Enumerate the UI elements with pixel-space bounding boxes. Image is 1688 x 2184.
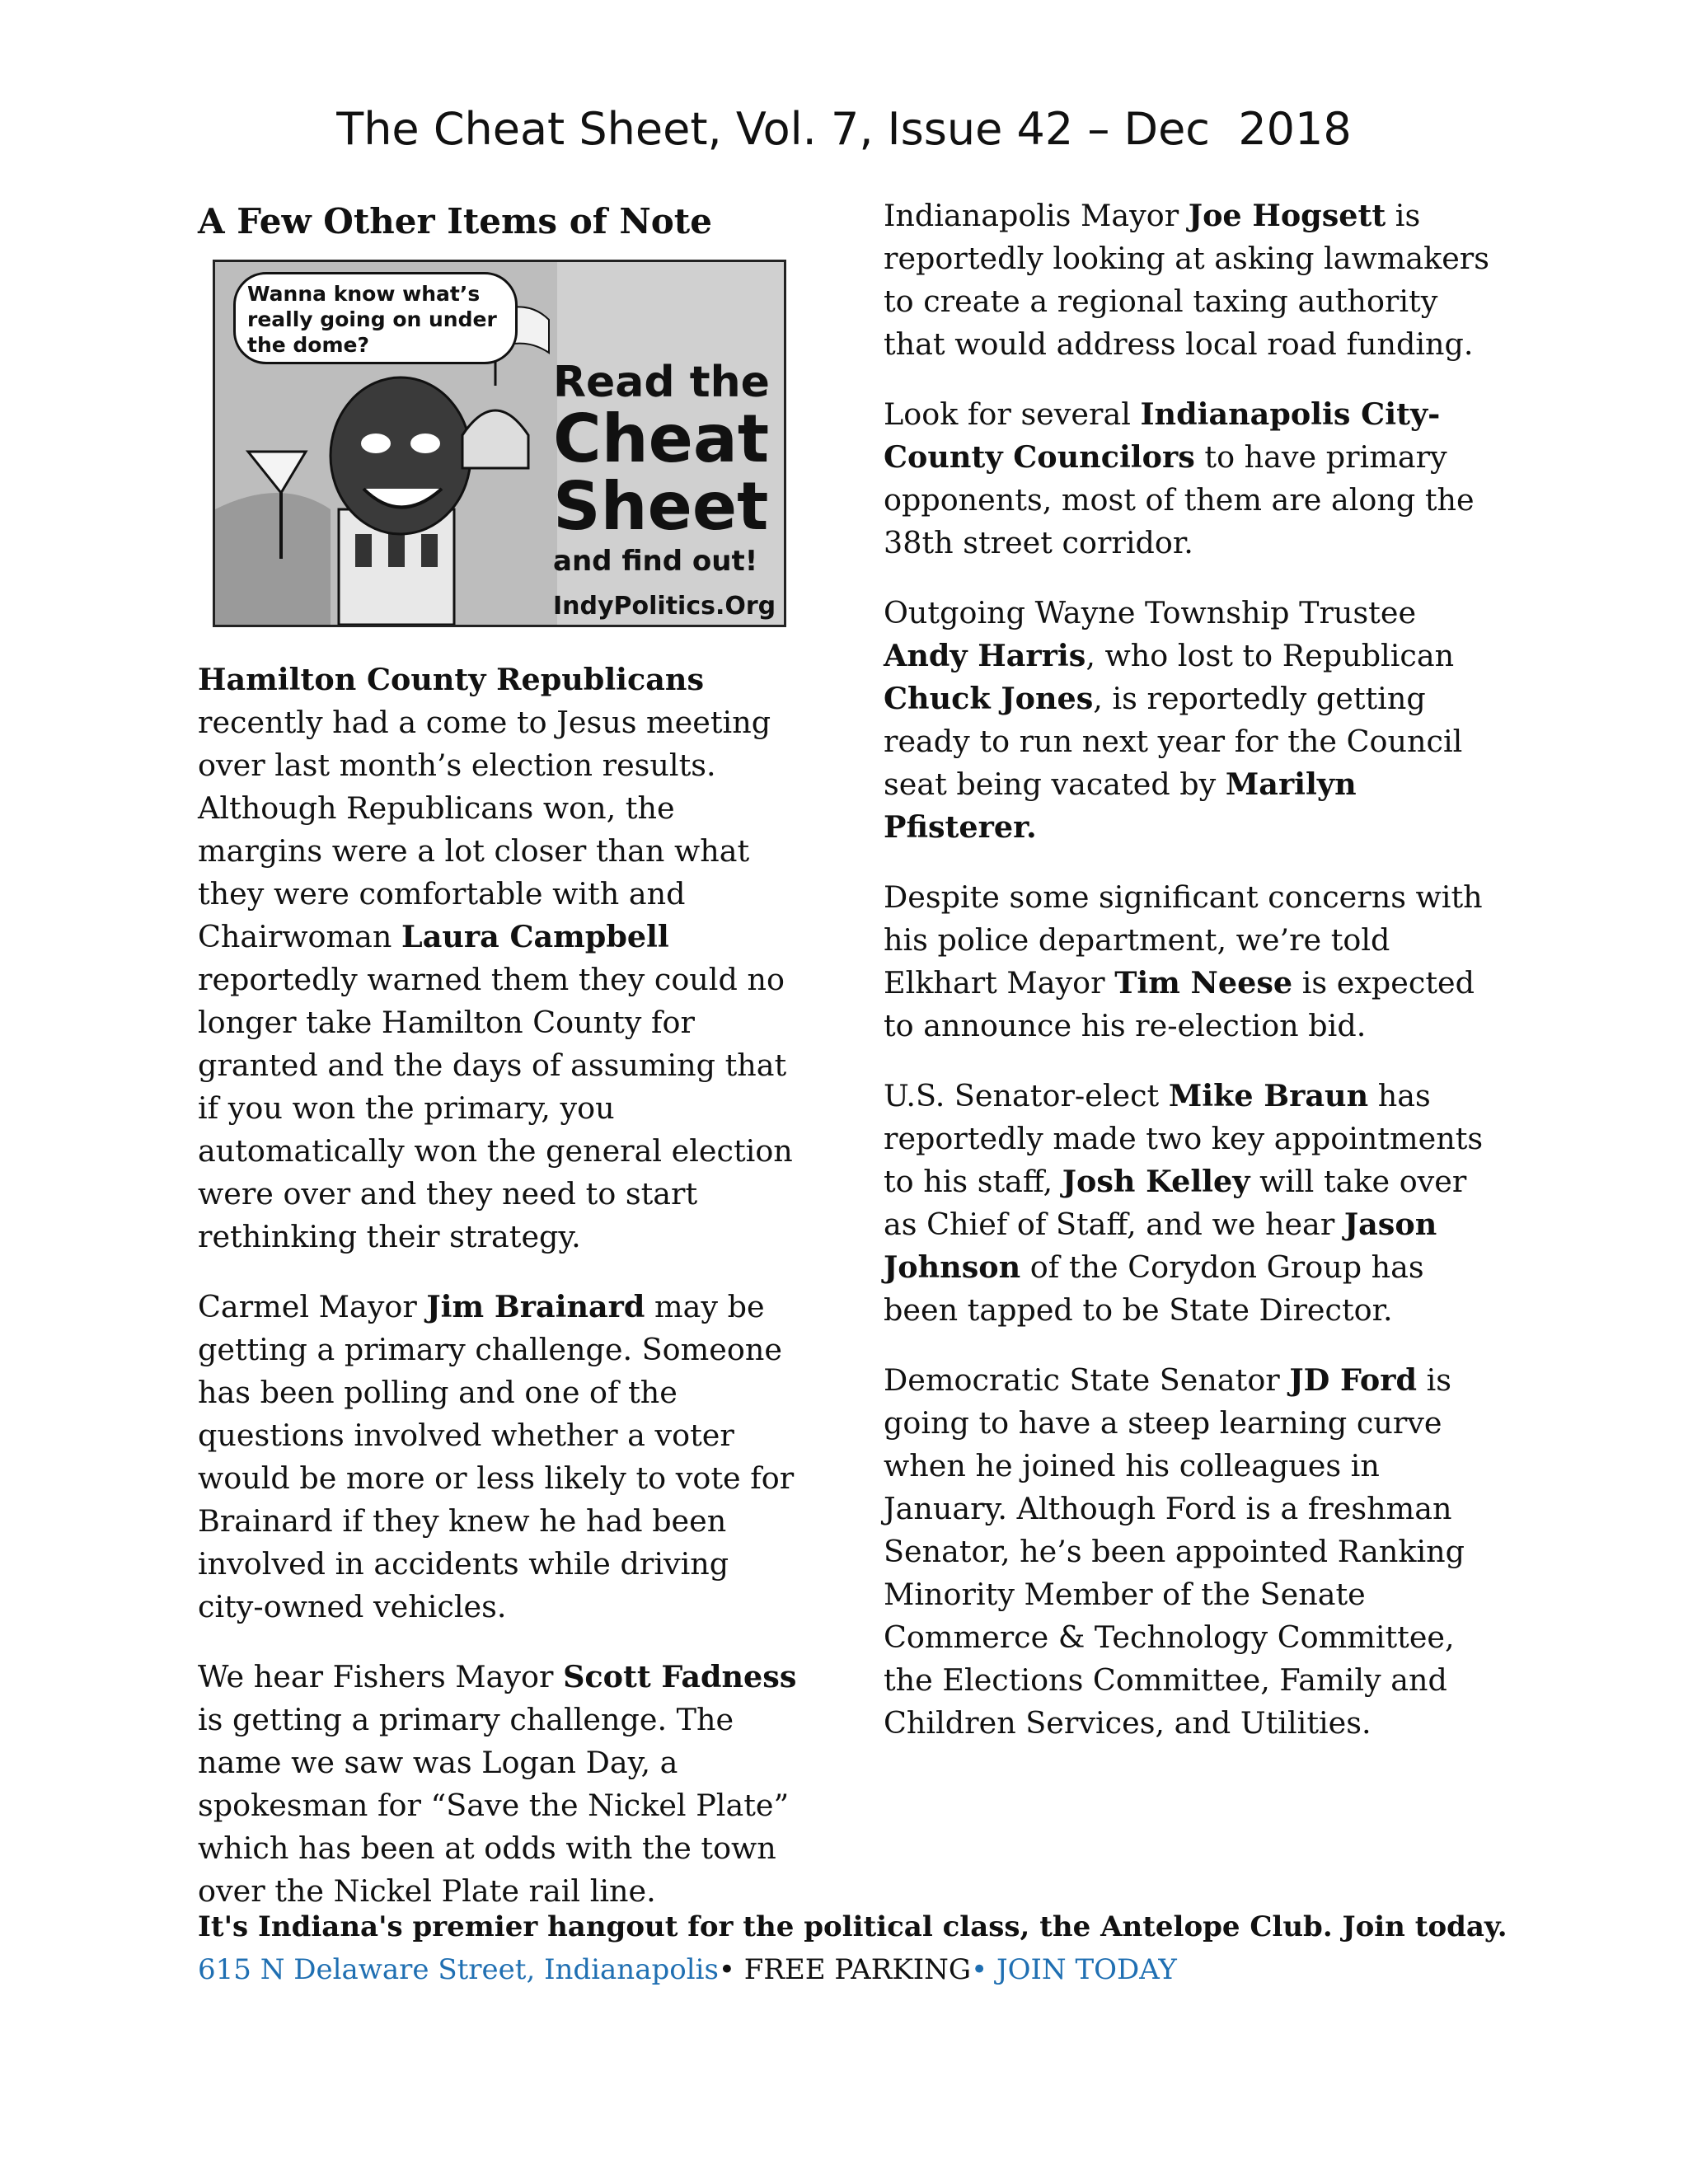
speech-bubble: Wanna know what’s really going on under the dome?	[233, 272, 518, 364]
page-title: The Cheat Sheet, Vol. 7, Issue 42 – Dec 2018	[336, 103, 1352, 155]
item-city-county-councilors: Look for several Indianapolis City-County Councilors to have primary opponents, most of them are along the 38th street corridor.	[884, 396, 1475, 560]
ad-line-read-the: Read the	[553, 358, 770, 407]
separator: •	[718, 1953, 744, 1986]
ad-headline: It's Indiana's premier hangout for the political class, the Antelope Club. Join today.	[198, 1910, 1507, 1943]
free-parking: FREE PARKING	[743, 1953, 972, 1986]
ad-text	[553, 359, 784, 623]
antelope-club-ad	[198, 1905, 1517, 1991]
item-fishers-mayor: We hear Fishers Mayor Scott Fadness is getting a primary challenge. The name we saw was Logan Day, a spokesman for “Save the Nickel Plate” which has been at odds with the town over the Nickel Plate rail line.	[198, 1659, 797, 1909]
item-indianapolis-mayor: Indianapolis Mayor Joe Hogsett is reportedly looking at asking lawmakers to create a regional taxing authority that would address local road funding.	[884, 198, 1489, 362]
address-link[interactable]: 615 N Delaware Street, Indianapolis	[198, 1953, 719, 1986]
ad-site-url[interactable]: IndyPolitics.Org	[553, 592, 776, 621]
cheat-sheet-ad[interactable]	[213, 260, 786, 627]
ad-line-sheet: Sheet	[553, 468, 769, 545]
ad-line-cheat: Cheat	[553, 401, 770, 477]
ad-line-find-out: and find out!	[553, 545, 758, 578]
item-hamilton-county: Hamilton County Republicans recently had a come to Jesus meeting over last month’s election results. Although Republicans won, the margins were a lot closer than what they were comfortable with and Chairwoman Laura Campbell reportedly warned them they could no longer take Hamilton County for granted and the days of assuming that if you won the primary, you automatically won the general election were over and they need to start rethinking their strategy.	[198, 662, 793, 1254]
right-column	[884, 194, 1489, 1772]
join-today-link[interactable]: JOIN TODAY	[996, 1953, 1177, 1986]
item-wayne-township: Outgoing Wayne Township Trustee Andy Harris, who lost to Republican Chuck Jones, is reportedly getting ready to run next year for the Council seat being vacated by Marilyn Pfisterer.	[884, 595, 1463, 845]
item-senator-braun: U.S. Senator-elect Mike Braun has reportedly made two key appointments to his staff, Josh Kelley will take over as Chief of Staff, and we hear Jason Johnson of the Corydon Group has been tapped to be State Director.	[884, 1078, 1484, 1328]
section-heading: A Few Other Items of Note	[198, 201, 712, 241]
item-elkhart-mayor: Despite some significant concerns with his police department, we’re told Elkhart Mayor Tim Neese is expected to announce his re-election bid.	[884, 879, 1483, 1043]
item-carmel-mayor: Carmel Mayor Jim Brainard may be getting a primary challenge. Someone has been polling and one of the questions involved whether a voter would be more or less likely to vote for Brainard if they knew he had been involved in accidents while driving city-owned vehicles.	[198, 1289, 795, 1624]
item-senator-ford: Democratic State Senator JD Ford is going to have a steep learning curve when he joined his colleagues in January. Although Ford is a freshman Senator, he’s been appointed Ranking Minority Member of the Senate Commerce & Technology Committee, the Elections Committee, Family and Children Services, and Utilities.	[884, 1362, 1465, 1741]
separator: •	[971, 1953, 996, 1986]
left-column	[198, 194, 804, 1940]
